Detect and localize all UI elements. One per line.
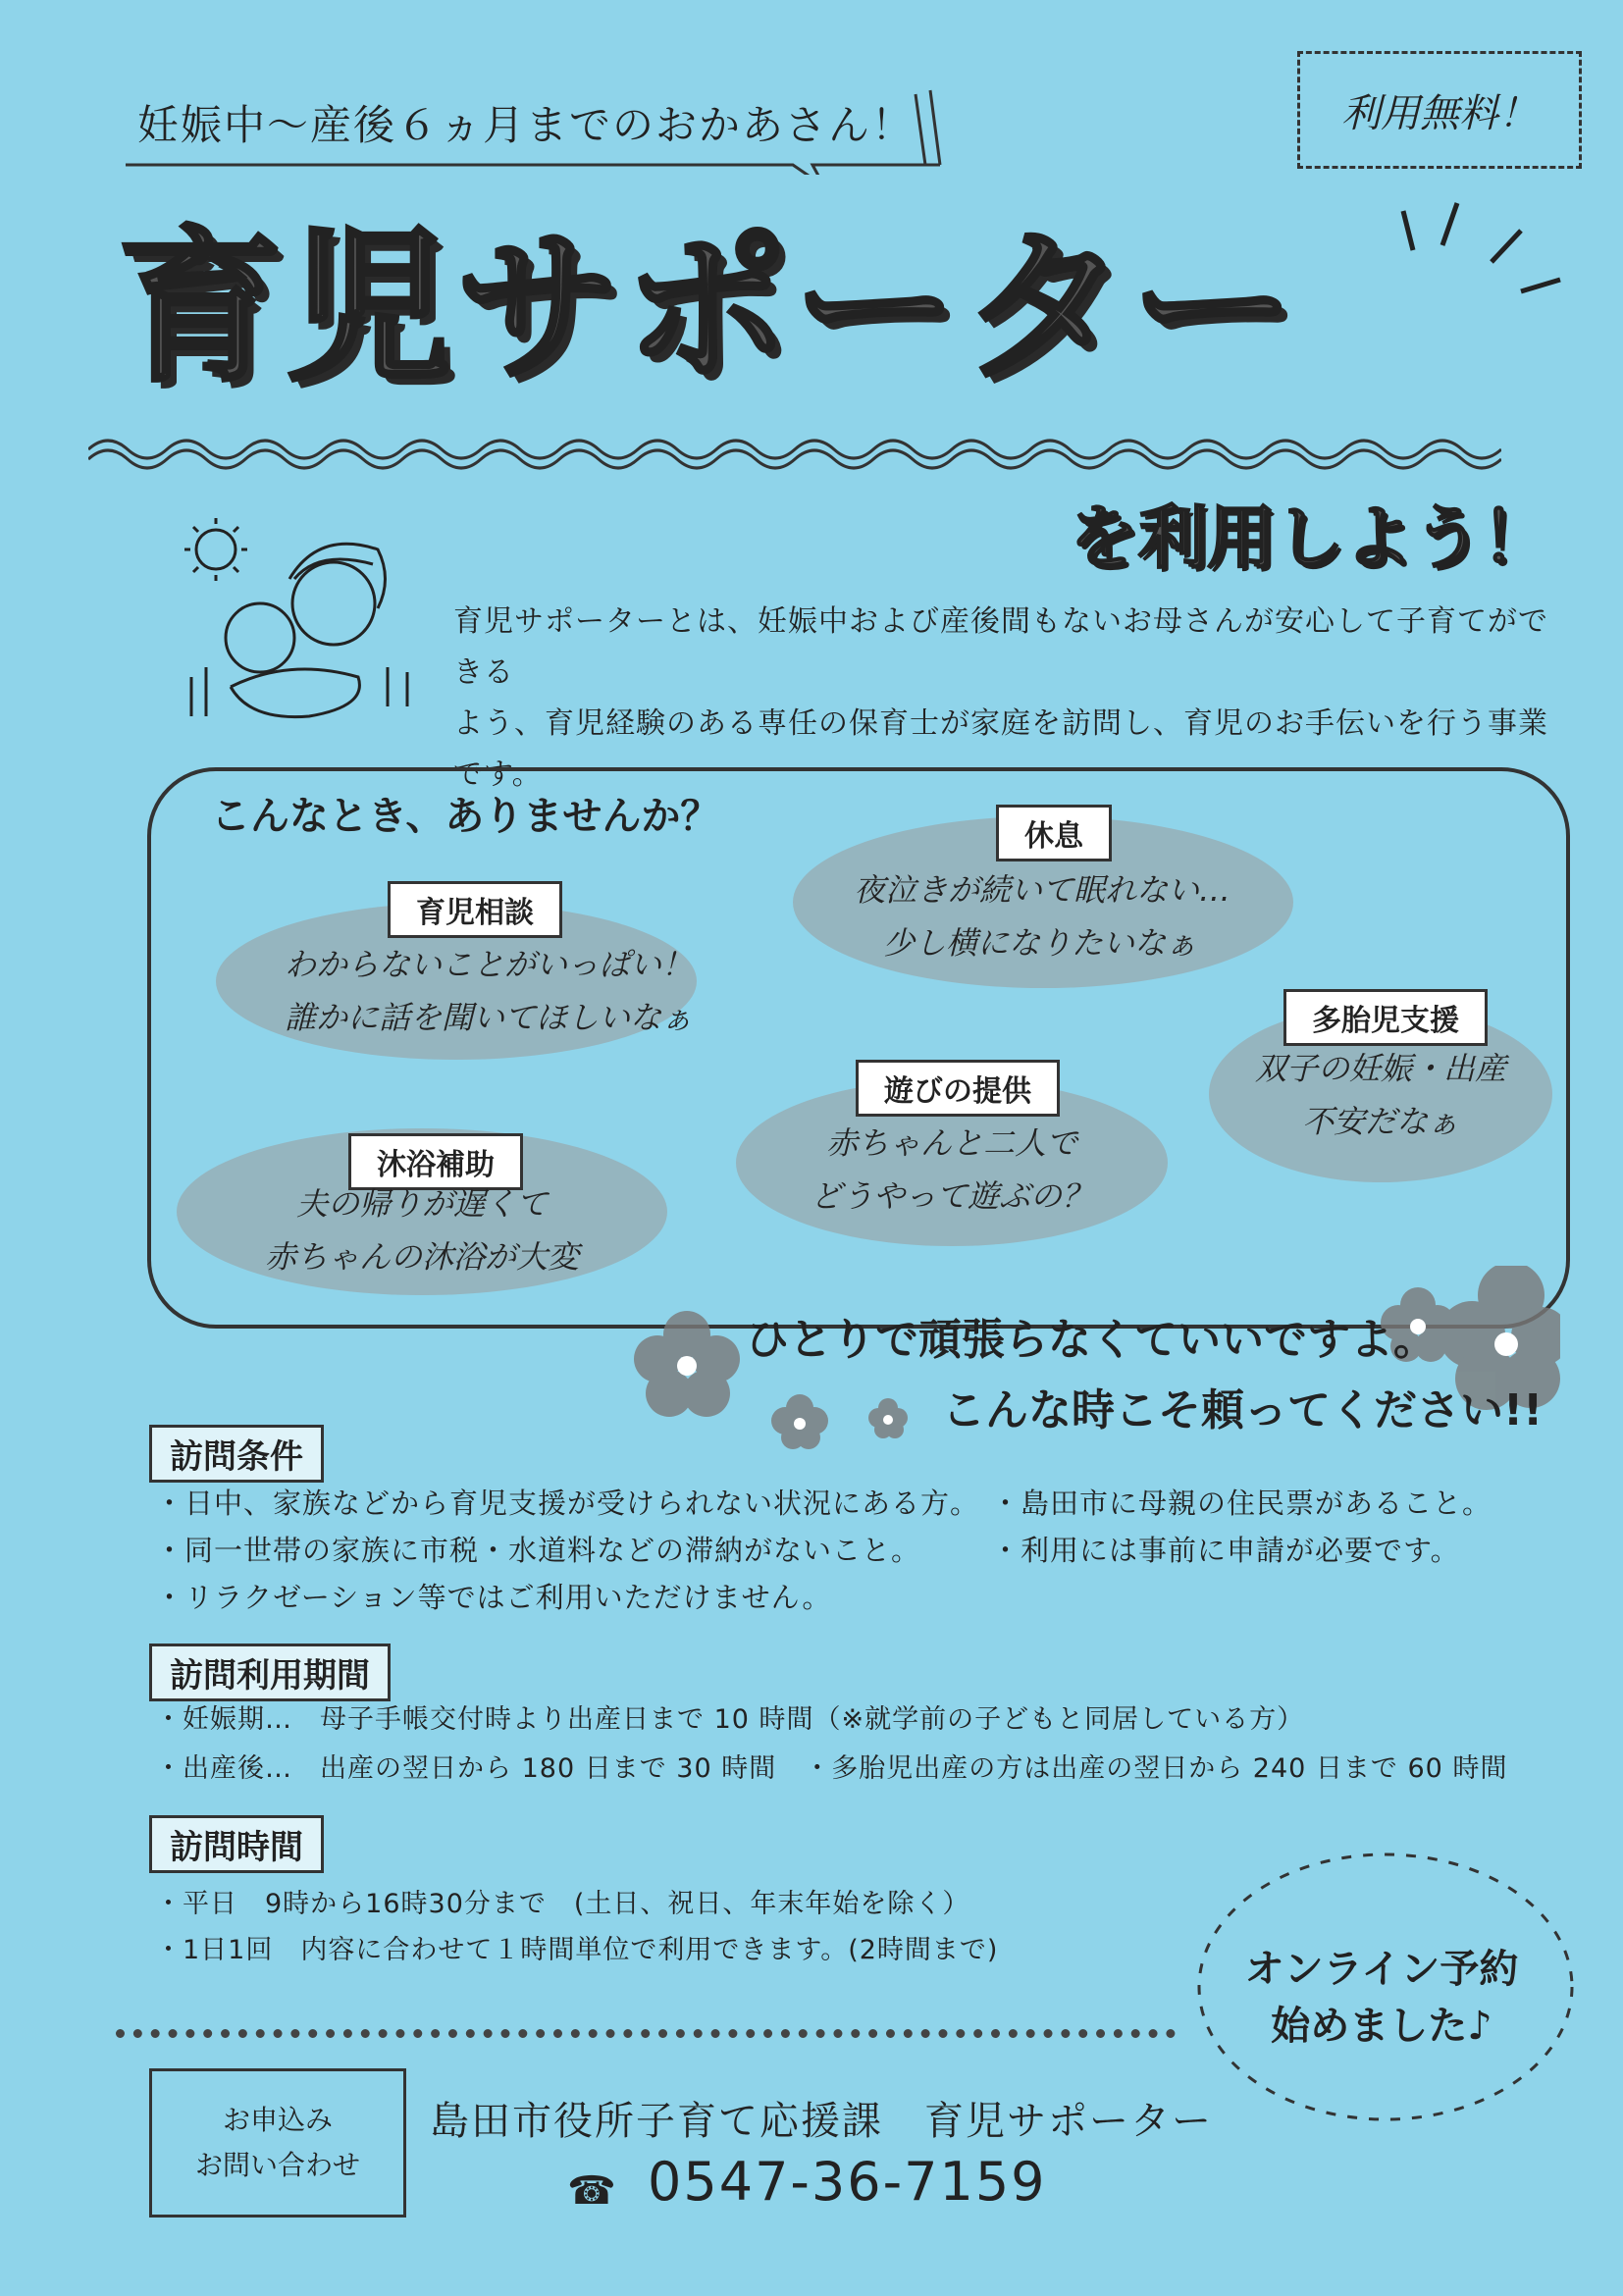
multiple-birth-text: [1238, 1042, 1523, 1148]
tag-play: 遊びの提供: [856, 1060, 1060, 1117]
tag-bathing: 沐浴補助: [348, 1133, 523, 1190]
wavy-underline: [88, 432, 1501, 471]
phone-number[interactable]: 0547-36-7159: [648, 2151, 1047, 2213]
play-line-2: どうやって遊ぶの？: [810, 1177, 1093, 1215]
condition-item: ・利用には事前に申請が必要です。: [991, 1534, 1460, 1567]
intro-line-2: よう、育児経験のある専任の保育士が家庭を訪問し、育児のお手伝いを行う事業です。: [453, 706, 1548, 792]
contact-label-box: [149, 2068, 406, 2218]
conditions-label: 訪問条件: [149, 1425, 324, 1483]
bathing-line-1: 夫の帰りが遅くて: [295, 1185, 548, 1223]
hours-per-day: ・1日1回 内容に合わせて１時間単位で利用できます。(2時間まで): [155, 1935, 999, 1965]
mother-baby-illustration: [172, 510, 427, 736]
play-line-1: 赤ちゃんと二人で: [825, 1124, 1077, 1162]
intro-line-1: 育児サポーターとは、妊娠中および産後間もないお母さんが安心して子育てができる: [453, 604, 1548, 690]
contact-label-inquiry: お問い合わせ: [194, 2149, 360, 2181]
condition-item: ・リラクゼーション等ではご利用いただけません。: [155, 1581, 832, 1614]
subtitle: を利用しよう！: [1070, 497, 1550, 578]
consultation-line-1: わからないことがいっぱい！: [285, 946, 694, 983]
free-of-charge-badge: 利用無料！: [1297, 51, 1582, 169]
encouragement-text: [746, 1305, 1543, 1446]
main-title: 育児サポーター: [118, 212, 1299, 404]
burst-lines-icon: [1384, 191, 1570, 299]
tag-multiple-birth: 多胎児支援: [1283, 989, 1488, 1046]
contact-label-apply: お申込み: [222, 2104, 333, 2136]
encouragement-line-1: ひとりで頑張らなくていいですよ。: [746, 1315, 1437, 1365]
period-pregnancy: ・妊娠期… 母子手帳交付時より出産日まで 10 時間（※就学前の子どもと同居している方）: [155, 1704, 1305, 1735]
bathing-line-2: 赤ちゃんの沐浴が大変: [264, 1238, 579, 1276]
bathing-text: [245, 1177, 599, 1283]
multiple-birth-line-2: 不安だなぁ: [1301, 1103, 1459, 1140]
condition-item: ・島田市に母親の住民票があること。: [991, 1487, 1492, 1520]
multiple-birth-line-1: 双子の妊娠・出産: [1254, 1050, 1506, 1087]
condition-item: ・日中、家族などから育児支援が受けられない状況にある方。: [155, 1487, 980, 1520]
situations-question: こんなとき、ありませんか？: [211, 794, 720, 839]
rest-line-1: 夜泣きが続いて眠れない…: [854, 871, 1231, 909]
period-label: 訪問利用期間: [149, 1644, 391, 1701]
rest-text: [854, 863, 1231, 969]
target-audience-text: 妊娠中〜産後６ヵ月までのおかあさん！: [137, 101, 916, 149]
rest-line-2: 少し横になりたいなぁ: [882, 924, 1197, 962]
online-line-2: 始めました♪: [1271, 2004, 1492, 2049]
tag-rest: 休息: [996, 805, 1112, 861]
period-postpartum: ・出産後… 出産の翌日から 180 日まで 30 時間 ・多胎児出産の方は出産の翌日から 240 日まで 60 時間: [155, 1753, 1508, 1784]
encouragement-line-2: こんな時こそ頼ってください!!: [942, 1385, 1544, 1435]
hours-label: 訪問時間: [149, 1815, 324, 1873]
play-text: [785, 1117, 1119, 1223]
online-reservation-badge: [1215, 1941, 1548, 2055]
tag-consultation: 育児相談: [388, 881, 562, 938]
hours-weekday: ・平日 9時から16時30分まで (土日、祝日、年末年始を除く）: [155, 1889, 970, 1919]
dotted-divider: [116, 2029, 1176, 2038]
online-line-1: オンライン予約: [1244, 1947, 1519, 1992]
contact-organization: 島田市役所子育て応援課 育児サポーター: [430, 2099, 1213, 2144]
condition-item: ・同一世帯の家族に市税・水道料などの滞納がないこと。: [155, 1534, 921, 1567]
consultation-line-2: 誰かに話を聞いてほしいなぁ: [285, 999, 694, 1036]
phone-icon: ☎: [567, 2168, 616, 2214]
consultation-text: [285, 938, 694, 1044]
